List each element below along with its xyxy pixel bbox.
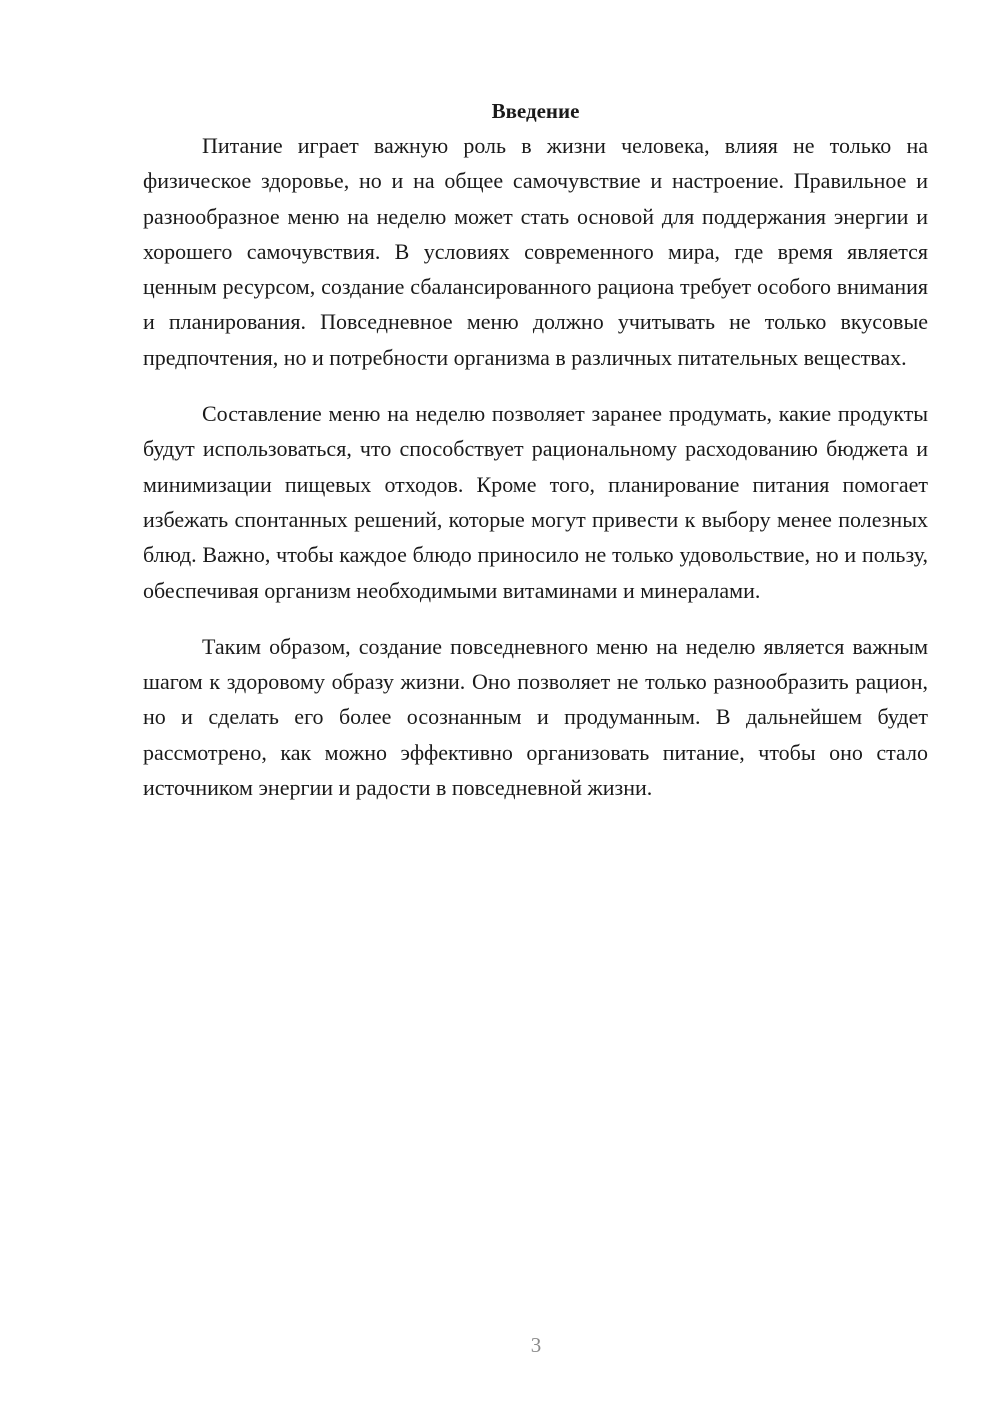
paragraph: Составление меню на неделю позволяет заранее продумать, какие продукты будут использоваться, что способствует рациональному расходованию бюджета и минимизации пищевых отходов. Кроме того, планирование питания помогает избежать спонтанных решений, которые могут привести к выбору менее полезных блюд. Важно, чтобы каждое блюдо приносило не только удовольствие, но и пользу, обеспечивая организм необходимыми витаминами и минералами. bbox=[143, 401, 928, 603]
page-number: 3 bbox=[530, 1333, 542, 1357]
section-title: Введение bbox=[491, 99, 580, 123]
paragraph: Таким образом, создание повседневного меню на неделю является важным шагом к здоровому образу жизни. Оно позволяет не только разнообразить рацион, но и сделать его более осознанным и продуманным. В дальнейшем будет рассмотрено, как можно эффективно организовать питание, чтобы оно стало источником энергии и радости в повседневной жизни. bbox=[143, 633, 928, 801]
paragraph: Питание играет важную роль в жизни человека, влияя не только на физическое здоровье, но и на общее самочувствие и настроение. Правильное и разнообразное меню на неделю может стать основой для поддержания энергии и хорошего самочувствия. В условиях современного мира, где время является ценным ресурсом, создание сбалансированного рациона требует особого внимания и планирования. Повседневное меню должно учитывать не только вкусовые предпочтения, но и потребности организма в различных питательных веществах. bbox=[143, 133, 928, 370]
document-body bbox=[143, 96, 928, 805]
